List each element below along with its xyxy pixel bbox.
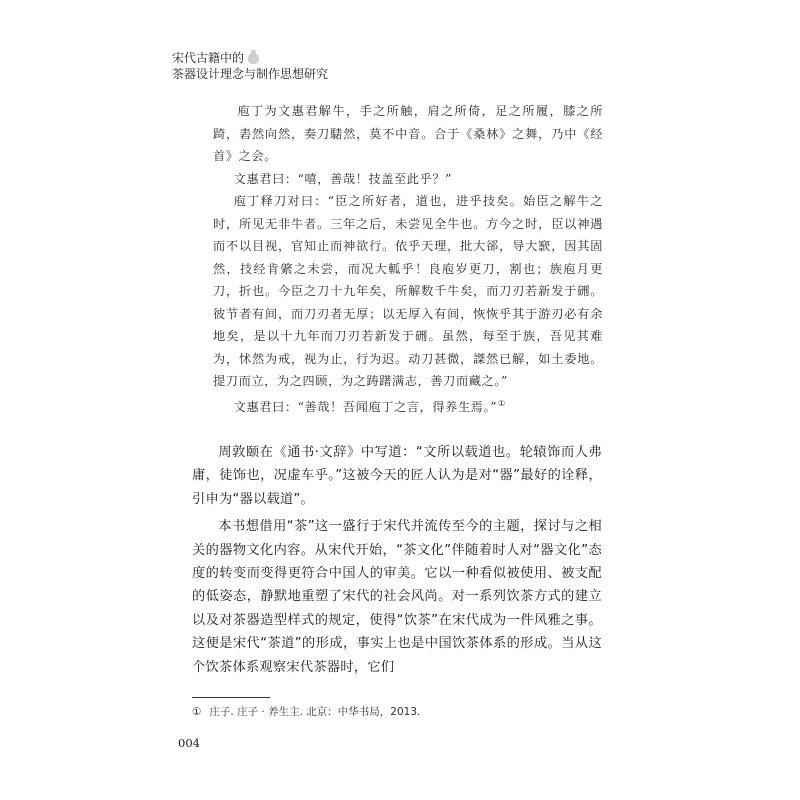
running-header bbox=[172, 50, 328, 82]
block-quote bbox=[213, 100, 603, 418]
footnote-divider bbox=[192, 697, 270, 698]
footnote-reference: ① bbox=[498, 398, 506, 408]
body-paragraph-1: 周敦颐在《通书·文辞》中写道：“文所以载道也。轮辕饰而人弗庸，徒饰也，况虚车乎。”这被今天的匠人认为是对“器”最好的诠释，引申为“器以载道”。 bbox=[192, 445, 602, 507]
quote-paragraph-3: 庖丁释刀对曰：“臣之所好者，道也，进乎技矣。始臣之解牛之时，所见无非牛者。三年之后，未尝见全牛也。方今之时，臣以神遇而不以目视，官知止而神欲行。依乎天理，批大郤，导大窾，因其固然，技经肯綮之未尝，而况大軱乎！良庖岁更刀，割也；族庖月更刀，折也。今臣之刀十九年矣，所解数千牛矣，而刀刃若新发于硎。彼节者有间，而刀刃者无厚；以无厚入有间，恢恢乎其于游刃必有余地矣，是以十九年而刀刃若新发于硎。虽然，每至于族，吾见其难为，怵然为戒，视为止，行为迟。动刀甚微，謋然已解，如土委地。提刀而立，为之四顾，为之踌躇满志，善刀而藏之。” bbox=[213, 194, 603, 388]
footnote-mark: ① bbox=[192, 706, 202, 718]
page-number: 004 bbox=[178, 736, 200, 750]
header-ornament-icon bbox=[248, 53, 259, 64]
footnote-text: 庄子. 庄子 · 养生主. 北京：中华书局，2013. bbox=[209, 706, 421, 718]
header-title-line1: 宋代古籍中的 bbox=[172, 51, 245, 65]
header-title-line2: 茶器设计理念与制作思想研究 bbox=[172, 67, 329, 81]
quote-paragraph-4 bbox=[213, 393, 603, 419]
quote-paragraph-1: 庖丁为文惠君解牛，手之所触，肩之所倚，足之所履，膝之所踦，砉然向然，奏刀騞然，莫不中音。合于《桑林》之舞，乃中《经首》之会。 bbox=[213, 104, 603, 163]
body-text bbox=[192, 441, 602, 679]
footnote bbox=[192, 705, 420, 719]
quote-paragraph-2: 文惠君曰：“嘻，善哉！技盖至此乎？” bbox=[233, 171, 452, 186]
body-paragraph-2: 本书想借用“茶”这一盛行于宋代并流传至今的主题，探讨与之相关的器物文化内容。从宋代开始，“茶文化”伴随着时人对“器文化”态度的转变而变得更符合中国人的审美。它以一种看似被使用、被支配的低姿态，静默地重塑了宋代的社会风尚。对一系列饮茶方式的建立以及对茶器造型样式的规定，使得“饮茶”在宋代成为一件风雅之事。这便是宋代“茶道”的形成，事实上也是中国饮茶体系的形成。当从这个饮茶体系观察宋代茶器时，它们 bbox=[192, 519, 602, 675]
quote-paragraph-4-text: 文惠君曰：“善哉！吾闻庖丁之言，得养生焉。” bbox=[233, 399, 498, 414]
